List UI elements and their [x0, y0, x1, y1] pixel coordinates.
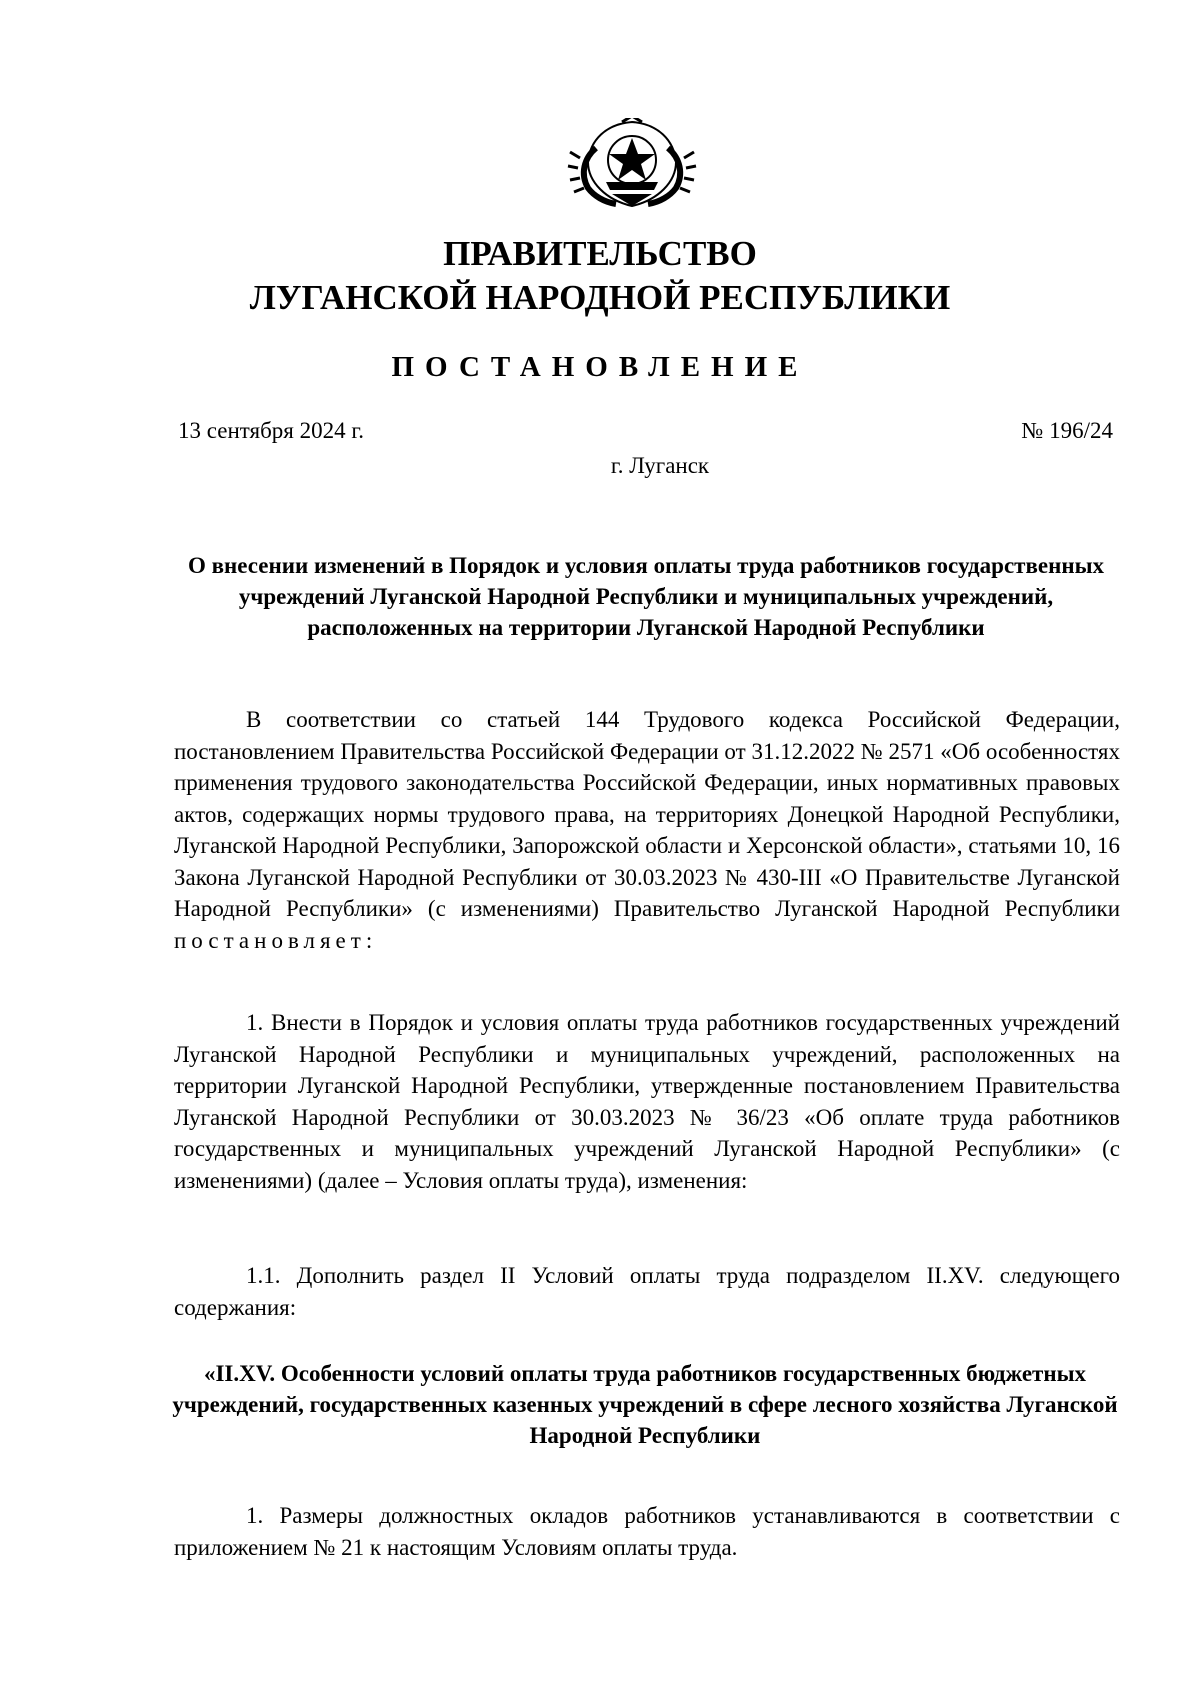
document-number: № 196/24: [1021, 418, 1113, 443]
preamble-paragraph: В соответствии со статьей 144 Трудового кодекса Российской Федерации, постановлением Правительства Российской Федерации от 31.12.2022 № 2571 «Об особенностях применения трудового законодательства Российской Федерации, иных нормативных правовых актов, содержащих нормы трудового права, на территориях Донецкой Народной Республики, Луганской Народной Республики, Запорожской области и Херсонской области», статьями 10, 16 Закона Луганской Народной Республики от 30.03.2023 № 430-III «О Правительстве Луганской Народной Республики» (с изменениями) Правительство Луганской Народной Республики постановляет:: [174, 707, 1120, 953]
item-1-1-paragraph: 1.1. Дополнить раздел II Условий оплаты труда подразделом II.XV. следующего содержания:: [174, 1263, 1120, 1320]
subsection-title: «II.XV. Особенности условий оплаты труда работников государственных бюджетных учреждений, государственных казенных учреждений в сфере лесного хозяйства Луганской Народной Республики: [172, 1361, 1118, 1448]
item-1-paragraph: 1. Внести в Порядок и условия оплаты труда работников государственных учреждений Луганской Народной Республики и муниципальных учреждений, расположенных на территории Луганской Народной Республики, утвержденные постановлением Правительства Луганской Народной Республики от 30.03.2023 № 36/23 «Об оплате труда работников государственных и муниципальных учреждений Луганской Народной Республики» (с изменениями) (далее – Условия оплаты труда), изменения:: [174, 1010, 1120, 1193]
document-type-heading: ПОСТАНОВЛЕНИЕ: [391, 351, 809, 383]
organization-title-line1: ПРАВИТЕЛЬСТВО: [443, 234, 757, 273]
coat-of-arms-emblem: [566, 118, 698, 210]
document-date: 13 сентября 2024 г.: [178, 418, 364, 443]
decree-word: постановляет: [174, 927, 366, 953]
document-city: г. Луганск: [610, 453, 710, 478]
document-subject-heading: О внесении изменений в Порядок и условия оплаты труда работников государственных учреждений Луганской Народной Республики и муниципальных учреждений, расположенных на территории Луганской Народной Республики: [187, 553, 1105, 640]
subsection-item-1-paragraph: 1. Размеры должностных окладов работников устанавливаются в соответствии с приложением № 21 к настоящим Условиям оплаты труда.: [174, 1503, 1120, 1560]
organization-title-line2: ЛУГАНСКОЙ НАРОДНОЙ РЕСПУБЛИКИ: [249, 278, 951, 317]
preamble-text: В соответствии со статьей 144 Трудового кодекса Российской Федерации, постановлением Правительства Российской Федерации от 31.12.2022 № 2571 «Об особенностях применения трудового законодательства Российской Федерации, иных нормативных правовых актов, содержащих нормы трудового права, на территориях Донецкой Народной Республики, Луганской Народной Республики, Запорожской области и Херсонской области», статьями 10, 16 Закона Луганской Народной Республики от 30.03.2023 № 430-III «О Правительстве Луганской Народной Республики» (с изменениями) Правительство Луганской Народной Республики: [174, 707, 1120, 921]
